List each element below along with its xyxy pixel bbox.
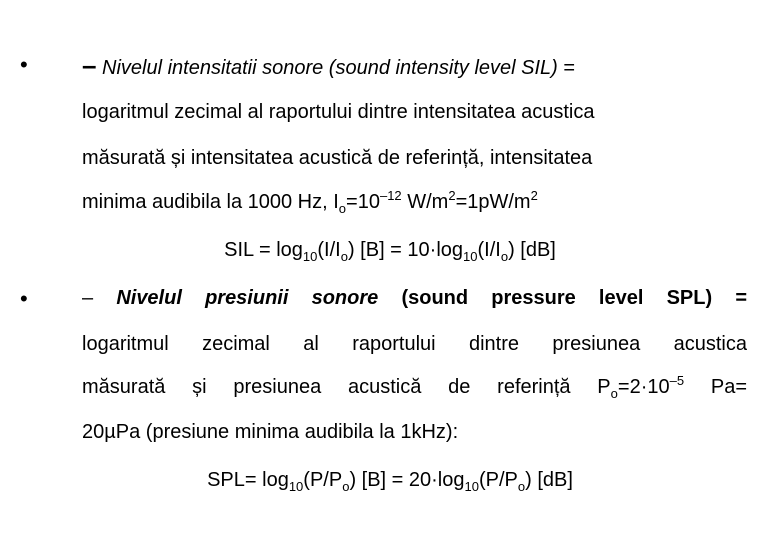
sil-line4-sub: o: [338, 201, 347, 216]
bullet-sil: •: [20, 52, 28, 77]
sil-formula-sub10a: 10: [302, 249, 318, 264]
sil-heading: [82, 52, 575, 78]
spl-formula: [0, 469, 780, 494]
spl-formula-subo2: o: [517, 479, 526, 494]
sil-line4-exp: –12: [379, 188, 402, 203]
sil-formula-p3: ) [B] = 10·log: [347, 239, 464, 261]
sil-formula-p1: SIL = log: [224, 239, 303, 261]
spl-line3-c: Pa=: [684, 376, 747, 398]
sil-formula-subo1: o: [340, 249, 348, 264]
bullet-spl: •: [20, 286, 28, 311]
spl-formula-sub10b: 10: [464, 479, 479, 494]
spl-line3-a: măsurată și presiunea acustică de referință P: [82, 376, 611, 398]
spl-line3-exp: –5: [669, 373, 685, 388]
spl-line-2: logaritmul zecimal al raportului dintre presiunea acustica: [82, 333, 747, 355]
sil-line4-sup2a: 2: [448, 188, 456, 203]
spl-formula-p5: ) [dB]: [525, 469, 573, 491]
sil-line4-b: =10: [346, 191, 380, 213]
spl-formula-p3: ) [B] = 20·log: [349, 469, 465, 491]
spl-line-3: [82, 373, 747, 401]
sil-line-4: [82, 188, 538, 216]
sil-formula-p2: (I/I: [317, 239, 341, 261]
spl-formula-subo1: o: [342, 479, 350, 494]
sil-line4-sup2b: 2: [530, 188, 538, 203]
spl-line3-b: =2·10: [617, 376, 670, 398]
sil-formula-subo2: o: [500, 249, 509, 264]
spl-line-4: 20µPa (presiune minima audibila la 1kHz):: [82, 421, 459, 443]
spl-line3-sub: o: [610, 386, 618, 401]
sil-formula: [0, 239, 780, 264]
spl-rest: (sound pressure level SPL) =: [378, 287, 747, 309]
sil-line-3: măsurată și intensitatea acustică de referință, intensitatea: [82, 147, 593, 169]
sil-formula-p5: ) [dB]: [508, 239, 556, 261]
sil-dash: –: [82, 50, 97, 80]
spl-heading: [82, 288, 747, 308]
spl-formula-p4: (P/P: [478, 469, 518, 491]
sil-formula-p4: (I/I: [477, 239, 501, 261]
sil-term: Nivelul intensitatii sonore (sound intensity level SIL): [102, 57, 558, 79]
sil-line4-c: W/m: [401, 191, 449, 213]
spl-term: Nivelul presiunii sonore: [116, 287, 379, 309]
sil-line-2: logaritmul zecimal al raportului dintre intensitatea acustica: [82, 101, 595, 123]
spl-dash: –: [82, 287, 94, 309]
sil-equals: =: [557, 57, 576, 79]
sil-line4-d: =1pW/m: [455, 191, 531, 213]
sil-formula-sub10b: 10: [463, 249, 478, 264]
spl-formula-p2: (P/P: [303, 469, 343, 491]
spl-formula-p1: SPL= log: [207, 469, 289, 491]
spl-formula-sub10a: 10: [288, 479, 304, 494]
sil-line4-a: minima audibila la 1000 Hz, I: [82, 191, 339, 213]
